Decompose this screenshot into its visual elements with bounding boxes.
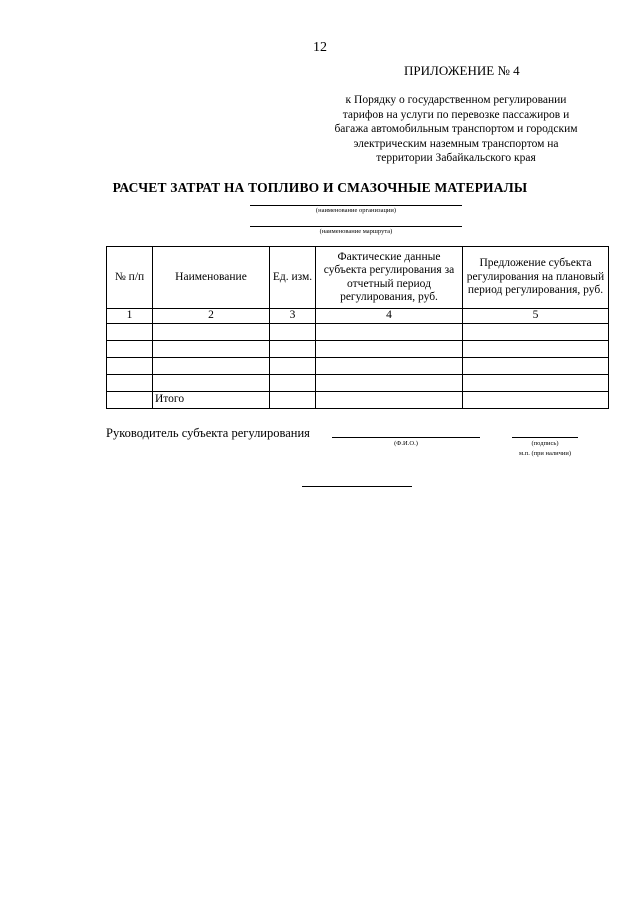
column-number: 2 (153, 309, 270, 324)
appendix-ref-line: тарифов на услуги по перевозке пассажиров и (342, 108, 570, 121)
appendix-ref-line: багажа автомобильным транспортом и городским (334, 123, 578, 135)
organization-caption: (наименование организации) (315, 207, 397, 214)
table-header-row (107, 247, 609, 309)
table-row (107, 340, 609, 357)
appendix-reference (322, 93, 590, 166)
table-cell[interactable] (270, 357, 316, 374)
table-cell[interactable] (463, 374, 609, 391)
column-number: 5 (463, 309, 609, 324)
name-fill-line[interactable] (332, 437, 480, 438)
table-cell[interactable] (463, 340, 609, 357)
table-cell[interactable] (316, 323, 463, 340)
column-number: 3 (270, 309, 316, 324)
column-number: 1 (107, 309, 153, 324)
table-cell[interactable] (463, 357, 609, 374)
table-cell[interactable] (153, 323, 270, 340)
table-cell[interactable] (107, 374, 153, 391)
document-title: РАСЧЕТ ЗАТРАТ НА ТОПЛИВО И СМАЗОЧНЫЕ МАТЕРИАЛЫ (112, 180, 528, 195)
total-row (107, 391, 609, 408)
table-cell[interactable] (107, 323, 153, 340)
table-cell[interactable] (270, 323, 316, 340)
signature-label: Руководитель субъекта регулирования (106, 426, 310, 440)
table-row (107, 374, 609, 391)
column-number: 4 (316, 309, 463, 324)
table-cell[interactable] (107, 340, 153, 357)
total-label: Итого (153, 391, 270, 408)
table-cell[interactable] (463, 391, 609, 408)
route-caption: (наименование маршрута) (319, 228, 393, 235)
header-index: № п/п (107, 247, 153, 309)
table-cell[interactable] (270, 374, 316, 391)
table-cell[interactable] (316, 340, 463, 357)
header-actual: Фактические данные субъекта регулирования за отчетный период регулирования, руб. (316, 247, 463, 309)
costs-table (106, 246, 609, 409)
signature-caption: (подпись) (531, 440, 559, 447)
header-name: Наименование (153, 247, 270, 309)
route-fill-line[interactable] (250, 226, 462, 227)
table-row (107, 323, 609, 340)
seal-caption: м.п. (при наличии) (519, 450, 571, 457)
table-cell[interactable] (153, 340, 270, 357)
column-number-row (107, 309, 609, 324)
organization-fill-line[interactable] (250, 205, 462, 206)
table-cell[interactable] (270, 340, 316, 357)
table-cell[interactable] (463, 323, 609, 340)
footer-divider (302, 486, 412, 487)
table-cell[interactable] (107, 357, 153, 374)
page-number: 12 (313, 40, 327, 55)
appendix-ref-line: территории Забайкальского края (376, 152, 536, 164)
appendix-ref-line: электрическим наземным транспортом на (353, 137, 559, 150)
appendix-title: ПРИЛОЖЕНИЕ № 4 (404, 63, 520, 78)
appendix-ref-line: к Порядку о государственном регулировании (345, 94, 567, 106)
table-row (107, 357, 609, 374)
header-proposal: Предложение субъекта регулирования на плановый период регулирования, руб. (463, 247, 609, 309)
signature-fill-line[interactable] (512, 437, 578, 438)
table-cell[interactable] (316, 357, 463, 374)
table-cell[interactable] (107, 391, 153, 408)
table-cell[interactable] (153, 357, 270, 374)
table-cell[interactable] (270, 391, 316, 408)
table-cell[interactable] (316, 374, 463, 391)
name-caption: (Ф.И.О.) (394, 440, 418, 447)
table-cell[interactable] (153, 374, 270, 391)
table-cell[interactable] (316, 391, 463, 408)
header-unit: Ед. изм. (270, 247, 316, 309)
